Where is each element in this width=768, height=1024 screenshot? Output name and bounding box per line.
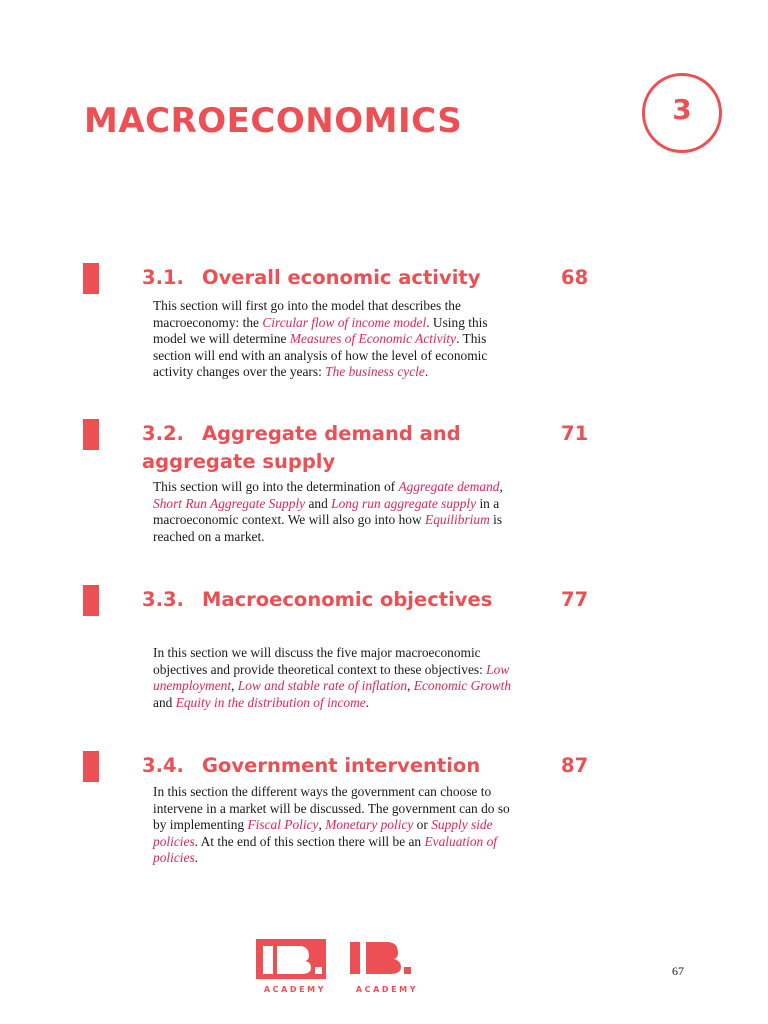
section-description <box>153 784 523 867</box>
section-marker-bar <box>83 419 99 450</box>
topic-link[interactable]: Low and stable rate of inflation <box>237 678 408 693</box>
description-text: and <box>153 694 176 710</box>
description-text: This section will first go into the model that describes the macroeconomy: the <box>153 298 461 330</box>
topic-link[interactable]: Aggregate demand <box>398 479 500 494</box>
topic-link[interactable]: Monetary policy <box>325 817 414 832</box>
topic-link[interactable]: Short Run Aggregate Supply <box>153 495 306 511</box>
section-marker-bar <box>83 263 99 294</box>
description-text: , <box>499 479 503 494</box>
section-page-number[interactable]: 77 <box>561 588 589 611</box>
section-page-number[interactable]: 71 <box>561 422 589 445</box>
description-text: In this section we will discuss the five major macroeconomic objectives and provide theoretical context to these objectives: <box>153 645 487 677</box>
topic-link[interactable]: Supply side policies <box>153 817 493 849</box>
section-number: 3.2. <box>142 422 184 445</box>
footer-logos <box>255 938 425 998</box>
topic-link[interactable]: The business cycle <box>325 364 425 379</box>
section-title: Macroeconomic objectives <box>202 588 493 611</box>
section-page-number[interactable]: 87 <box>561 754 589 777</box>
section-marker-bar <box>83 751 99 782</box>
description-text: In this section the different ways the government can choose to intervene in a market will be discussed. The government can do so by implementing <box>153 784 510 832</box>
section-page-number[interactable]: 68 <box>561 266 589 289</box>
description-text: or <box>413 817 432 832</box>
page-number: 67 <box>672 964 684 978</box>
topic-link[interactable]: Economic Growth <box>413 678 512 693</box>
description-text: , <box>318 817 326 832</box>
description-text: is reached on a market. <box>153 512 503 544</box>
description-text: , <box>231 678 238 693</box>
description-text: . This section will end with an analysis of how the level of economic activity changes over the years: <box>153 331 488 379</box>
chapter-number: 3 <box>672 93 692 126</box>
description-text: . At the end of this section there will be an <box>194 833 425 849</box>
section-number: 3.4. <box>142 754 184 777</box>
description-text: This section will go into the determination of <box>153 479 399 494</box>
ib-academy-logo-outline-icon <box>347 938 427 998</box>
ib-academy-logo-filled-icon <box>255 938 335 998</box>
topic-link[interactable]: Equilibrium <box>425 512 490 527</box>
topic-link[interactable]: Low unemployment <box>153 661 510 693</box>
section-heading[interactable] <box>142 752 522 780</box>
section-heading[interactable] <box>142 586 522 614</box>
chapter-title: MACROECONOMICS <box>84 101 463 141</box>
topic-link[interactable]: Fiscal Policy <box>247 817 319 832</box>
section-title: Overall economic activity <box>202 266 481 289</box>
description-text: . <box>365 694 370 710</box>
section-title: Aggregate demand and aggregate supply <box>142 422 461 473</box>
section-description <box>153 645 523 711</box>
section-description <box>153 298 523 381</box>
section-number: 3.3. <box>142 588 184 611</box>
section-title: Government intervention <box>202 754 481 777</box>
chapter-number-badge <box>642 73 722 153</box>
section-heading[interactable] <box>142 420 522 476</box>
ib-logo-filled-mark <box>255 938 327 982</box>
topic-link[interactable]: Long run aggregate supply <box>331 495 477 511</box>
description-text: , <box>407 678 414 693</box>
ib-logo-outline-mark <box>347 938 419 982</box>
description-text: . Using this model we will determine <box>153 314 488 346</box>
description-text: and <box>305 495 332 511</box>
description-text: . <box>194 850 199 865</box>
topic-link[interactable]: Measures of Economic Activity <box>289 331 457 346</box>
section-marker-bar <box>83 585 99 616</box>
topic-link[interactable]: Evaluation of policies <box>153 833 498 865</box>
topic-link[interactable]: Equity in the distribution of income <box>175 694 366 710</box>
section-number: 3.1. <box>142 266 184 289</box>
logo-wordmark: ACADEMY <box>263 985 327 994</box>
logo-wordmark: ACADEMY <box>355 985 419 994</box>
description-text: . <box>424 364 429 379</box>
description-text: in a macroeconomic context. We will also go into how <box>153 495 500 527</box>
section-heading[interactable] <box>142 264 522 292</box>
section-description <box>153 479 523 545</box>
topic-link[interactable]: Circular flow of income model <box>262 314 427 330</box>
